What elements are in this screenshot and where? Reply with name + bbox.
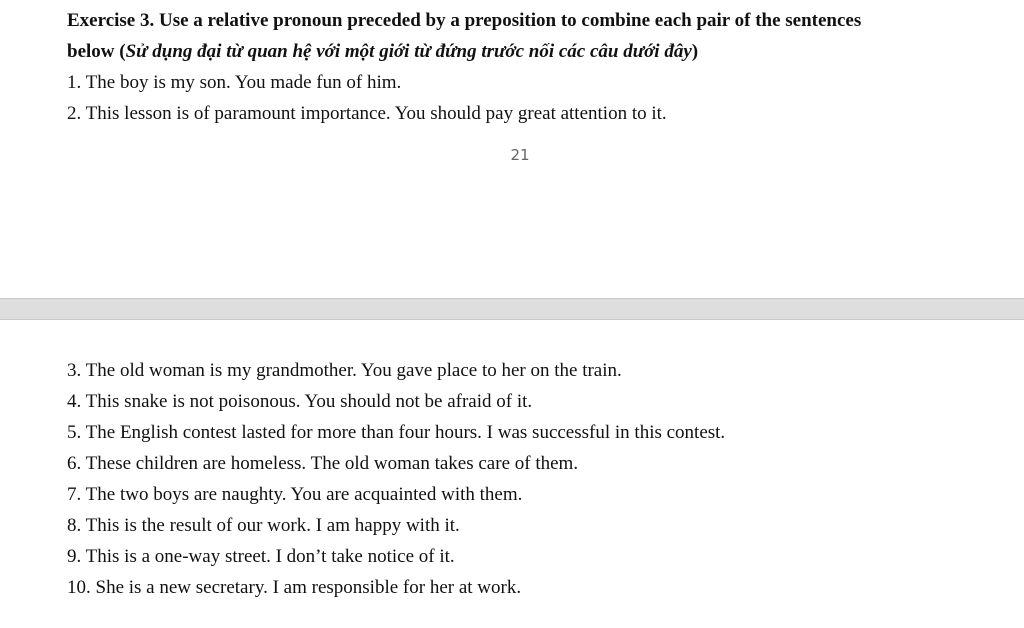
exercise-item: 10. She is a new secretary. I am responsible for her at work. — [67, 577, 522, 598]
exercise-item: 4. This snake is not poisonous. You should not be afraid of it. — [67, 391, 533, 412]
heading-line-1: Exercise 3. Use a relative pronoun preceded by a preposition to combine each pair of the sentences — [67, 10, 862, 31]
heading-line-2-suffix: ) — [691, 41, 699, 62]
exercise-item: 7. The two boys are naughty. You are acquainted with them. — [67, 484, 523, 505]
exercise-item: 9. This is a one-way street. I don’t take notice of it. — [67, 546, 455, 567]
exercise-item: 5. The English contest lasted for more than four hours. I was successful in this contest. — [67, 422, 726, 443]
document-page-bottom — [0, 320, 1024, 628]
exercise-item: 2. This lesson is of paramount importance. You should pay great attention to it. — [67, 103, 667, 124]
document-page-top — [0, 0, 1024, 298]
exercise-item: 6. These children are homeless. The old woman takes care of them. — [67, 453, 579, 474]
heading-line-2-prefix: below ( — [67, 41, 126, 62]
exercise-list-page-1 — [67, 67, 667, 129]
page-break-gap — [0, 298, 1024, 320]
page-number: 21 — [510, 146, 530, 164]
exercise-item: 8. This is the result of our work. I am happy with it. — [67, 515, 460, 536]
exercise-item: 3. The old woman is my grandmother. You gave place to her on the train. — [67, 360, 622, 381]
heading-line-2 — [67, 36, 861, 67]
exercise-item: 1. The boy is my son. You made fun of him. — [67, 72, 402, 93]
exercise-heading — [67, 5, 861, 67]
exercise-list-page-2 — [67, 355, 725, 603]
heading-vietnamese-translation: Sử dụng đại từ quan hệ với một giới từ đứng trước nối các câu dưới đây — [125, 41, 692, 62]
